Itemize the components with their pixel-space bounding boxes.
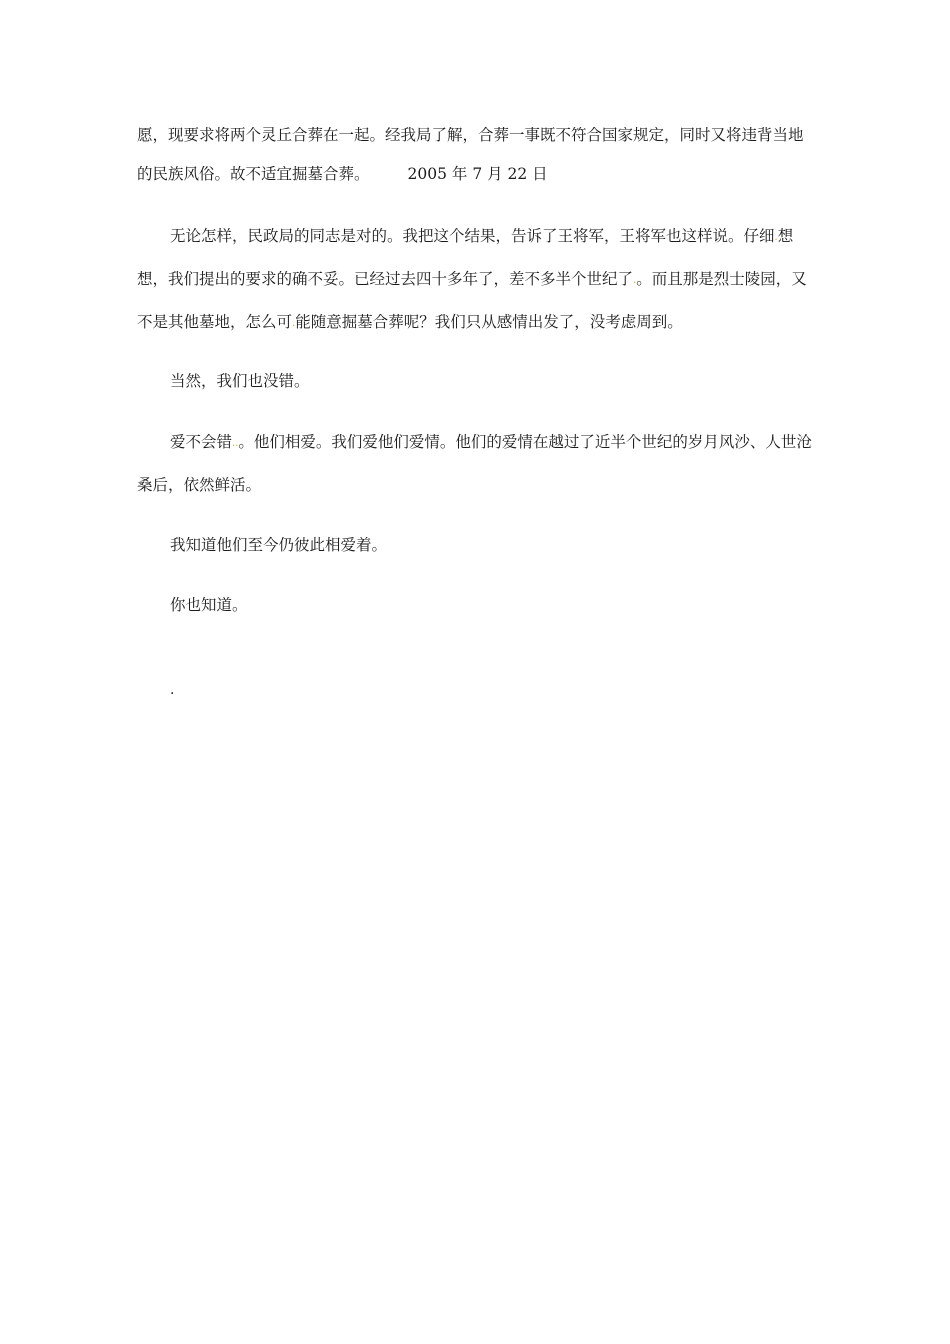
paragraph-love	[137, 423, 815, 505]
paragraph-still-love: 我知道他们至今仍彼此相爱着。	[170, 536, 388, 554]
letter-date: 2005 年 7 月 22 日	[407, 165, 548, 183]
love-text-part2: 。他们相爱。我们爱他们爱情。他们的爱情在越过了近半个世纪的岁月风沙、人世沧桑后，依然鲜活。	[137, 433, 812, 494]
love-text-part1: 爱不会错	[170, 433, 233, 451]
paragraph-not-wrong: 当然，我们也没错。	[170, 372, 310, 390]
edit-mark-dot: ·	[292, 321, 296, 332]
reflection-text-part2: 想想，我们提出的要求的确不妥。已经过去四十多年了，差不多半个世纪了	[137, 227, 794, 288]
edit-mark-dot: ·	[774, 235, 778, 246]
paragraph-letter-excerpt	[137, 116, 815, 194]
edit-mark-dot: ·	[633, 278, 637, 289]
reflection-text-part3: 。而且那是烈士陵园，又不是其他墓地，怎么可	[137, 270, 807, 331]
stray-period-mark: .	[170, 682, 175, 698]
reflection-text-part1: 无论怎样，民政局的同志是对的。我把这个结果，告诉了王将军，王将军也这样说。仔细	[170, 227, 775, 245]
paragraph-you-know: 你也知道。	[170, 596, 248, 614]
reflection-text-part4: 能随意掘墓合葬呢？我们只从感情出发了，没考虑周到。	[295, 313, 683, 331]
edit-mark-double-dot: ··	[232, 441, 239, 452]
letter-excerpt-text: 愿，现要求将两个灵丘合葬在一起。经我局了解，合葬一事既不符合国家规定，同时又将违背当地的民族风俗。故不适宜掘墓合葬。	[137, 126, 804, 183]
paragraph-reflection	[137, 217, 815, 346]
